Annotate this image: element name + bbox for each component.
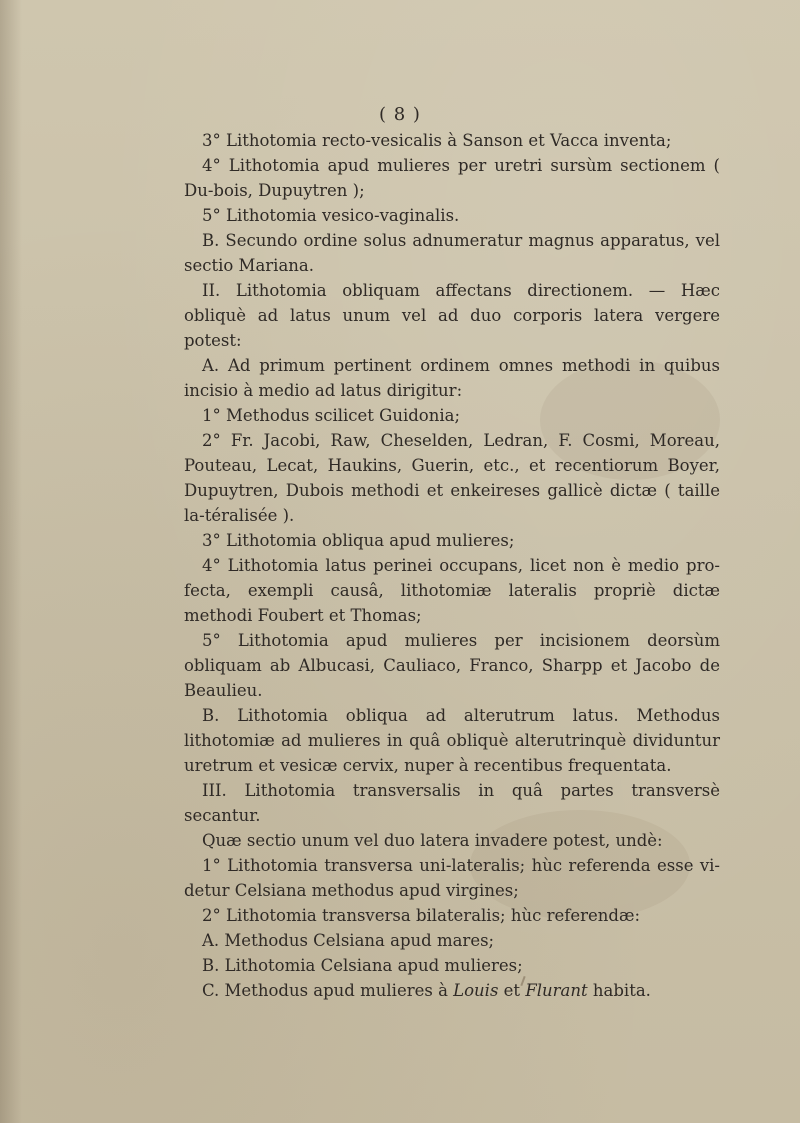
text-line: II. Lithotomia obliquam affectans directionem. — Hæc obliquè ad latus unum vel ad duo corporis latera vergere potest: xyxy=(184,281,720,350)
text-segment: habita. xyxy=(587,981,651,1000)
text-line: 4° Lithotomia latus perinei occupans, licet non è medio pro-fecta, exempli causâ, lithotomiæ lateralis propriè dictæ methodi Foubert et Thomas; xyxy=(184,556,720,625)
text-line: 5° Lithotomia vesico-vaginalis. xyxy=(202,206,460,225)
text-line: 2° Lithotomia transversa bilateralis; hùc referendæ: xyxy=(202,906,641,925)
text-line: A. Methodus Celsiana apud mares; xyxy=(202,931,495,950)
text-line: 3° Lithotomia obliqua apud mulieres; xyxy=(202,531,515,550)
text-segment: C. Methodus apud mulieres à xyxy=(202,981,454,1000)
page-edge-shadow xyxy=(0,0,22,1123)
text-line: B. Lithotomia Celsiana apud mulieres; xyxy=(202,956,523,975)
text-line: 2° Fr. Jacobi, Raw, Cheselden, Ledran, F. Cosmi, Moreau, Pouteau, Lecat, Haukins, Guerin, etc., et recentiorum Boyer, Dupuytren, Dubois methodi et enkeireses gallicè dictæ ( taille la-téralisée ). xyxy=(184,431,720,525)
text-line: B. Lithotomia obliqua ad alterutrum latus. Methodus lithotomiæ ad mulieres in quâ obliquè alterutrinquè dividuntur uretrum et vesicæ cervix, nuper à recentibus frequentata. xyxy=(184,706,720,775)
text-line: III. Lithotomia transversalis in quâ partes transversè secantur. xyxy=(184,781,720,825)
text-line: 5° Lithotomia apud mulieres per incisionem deorsùm obliquam ab Albucasi, Cauliaco, Franco, Sharpp et Jacobo de Beaulieu. xyxy=(184,631,720,700)
text-line: 1° Methodus scilicet Guidonia; xyxy=(202,406,461,425)
body-text xyxy=(184,128,720,1003)
author-name-louis: Louis xyxy=(453,981,499,1000)
text-line: B. Secundo ordine solus adnumeratur magnus apparatus, vel sectio Mariana. xyxy=(184,231,720,275)
text-line: Quæ sectio unum vel duo latera invadere potest, undè: xyxy=(202,831,663,850)
text-line: 1° Lithotomia transversa uni-lateralis; hùc referenda esse vi-detur Celsiana methodus apud virgines; xyxy=(184,856,720,900)
page-number: ( 8 ) xyxy=(379,104,421,125)
text-line: 4° Lithotomia apud mulieres per uretri sursùm sectionem ( Du-bois, Dupuytren ); xyxy=(184,156,720,200)
text-segment: et xyxy=(498,981,526,1000)
text-line: A. Ad primum pertinent ordinem omnes methodi in quibus incisio à medio ad latus dirigitur: xyxy=(184,356,720,400)
author-name-flurant: Flurant xyxy=(525,981,588,1000)
text-line: 3° Lithotomia recto-vesicalis à Sanson et Vacca inventa; xyxy=(202,131,672,150)
text-line-last xyxy=(184,978,720,1003)
